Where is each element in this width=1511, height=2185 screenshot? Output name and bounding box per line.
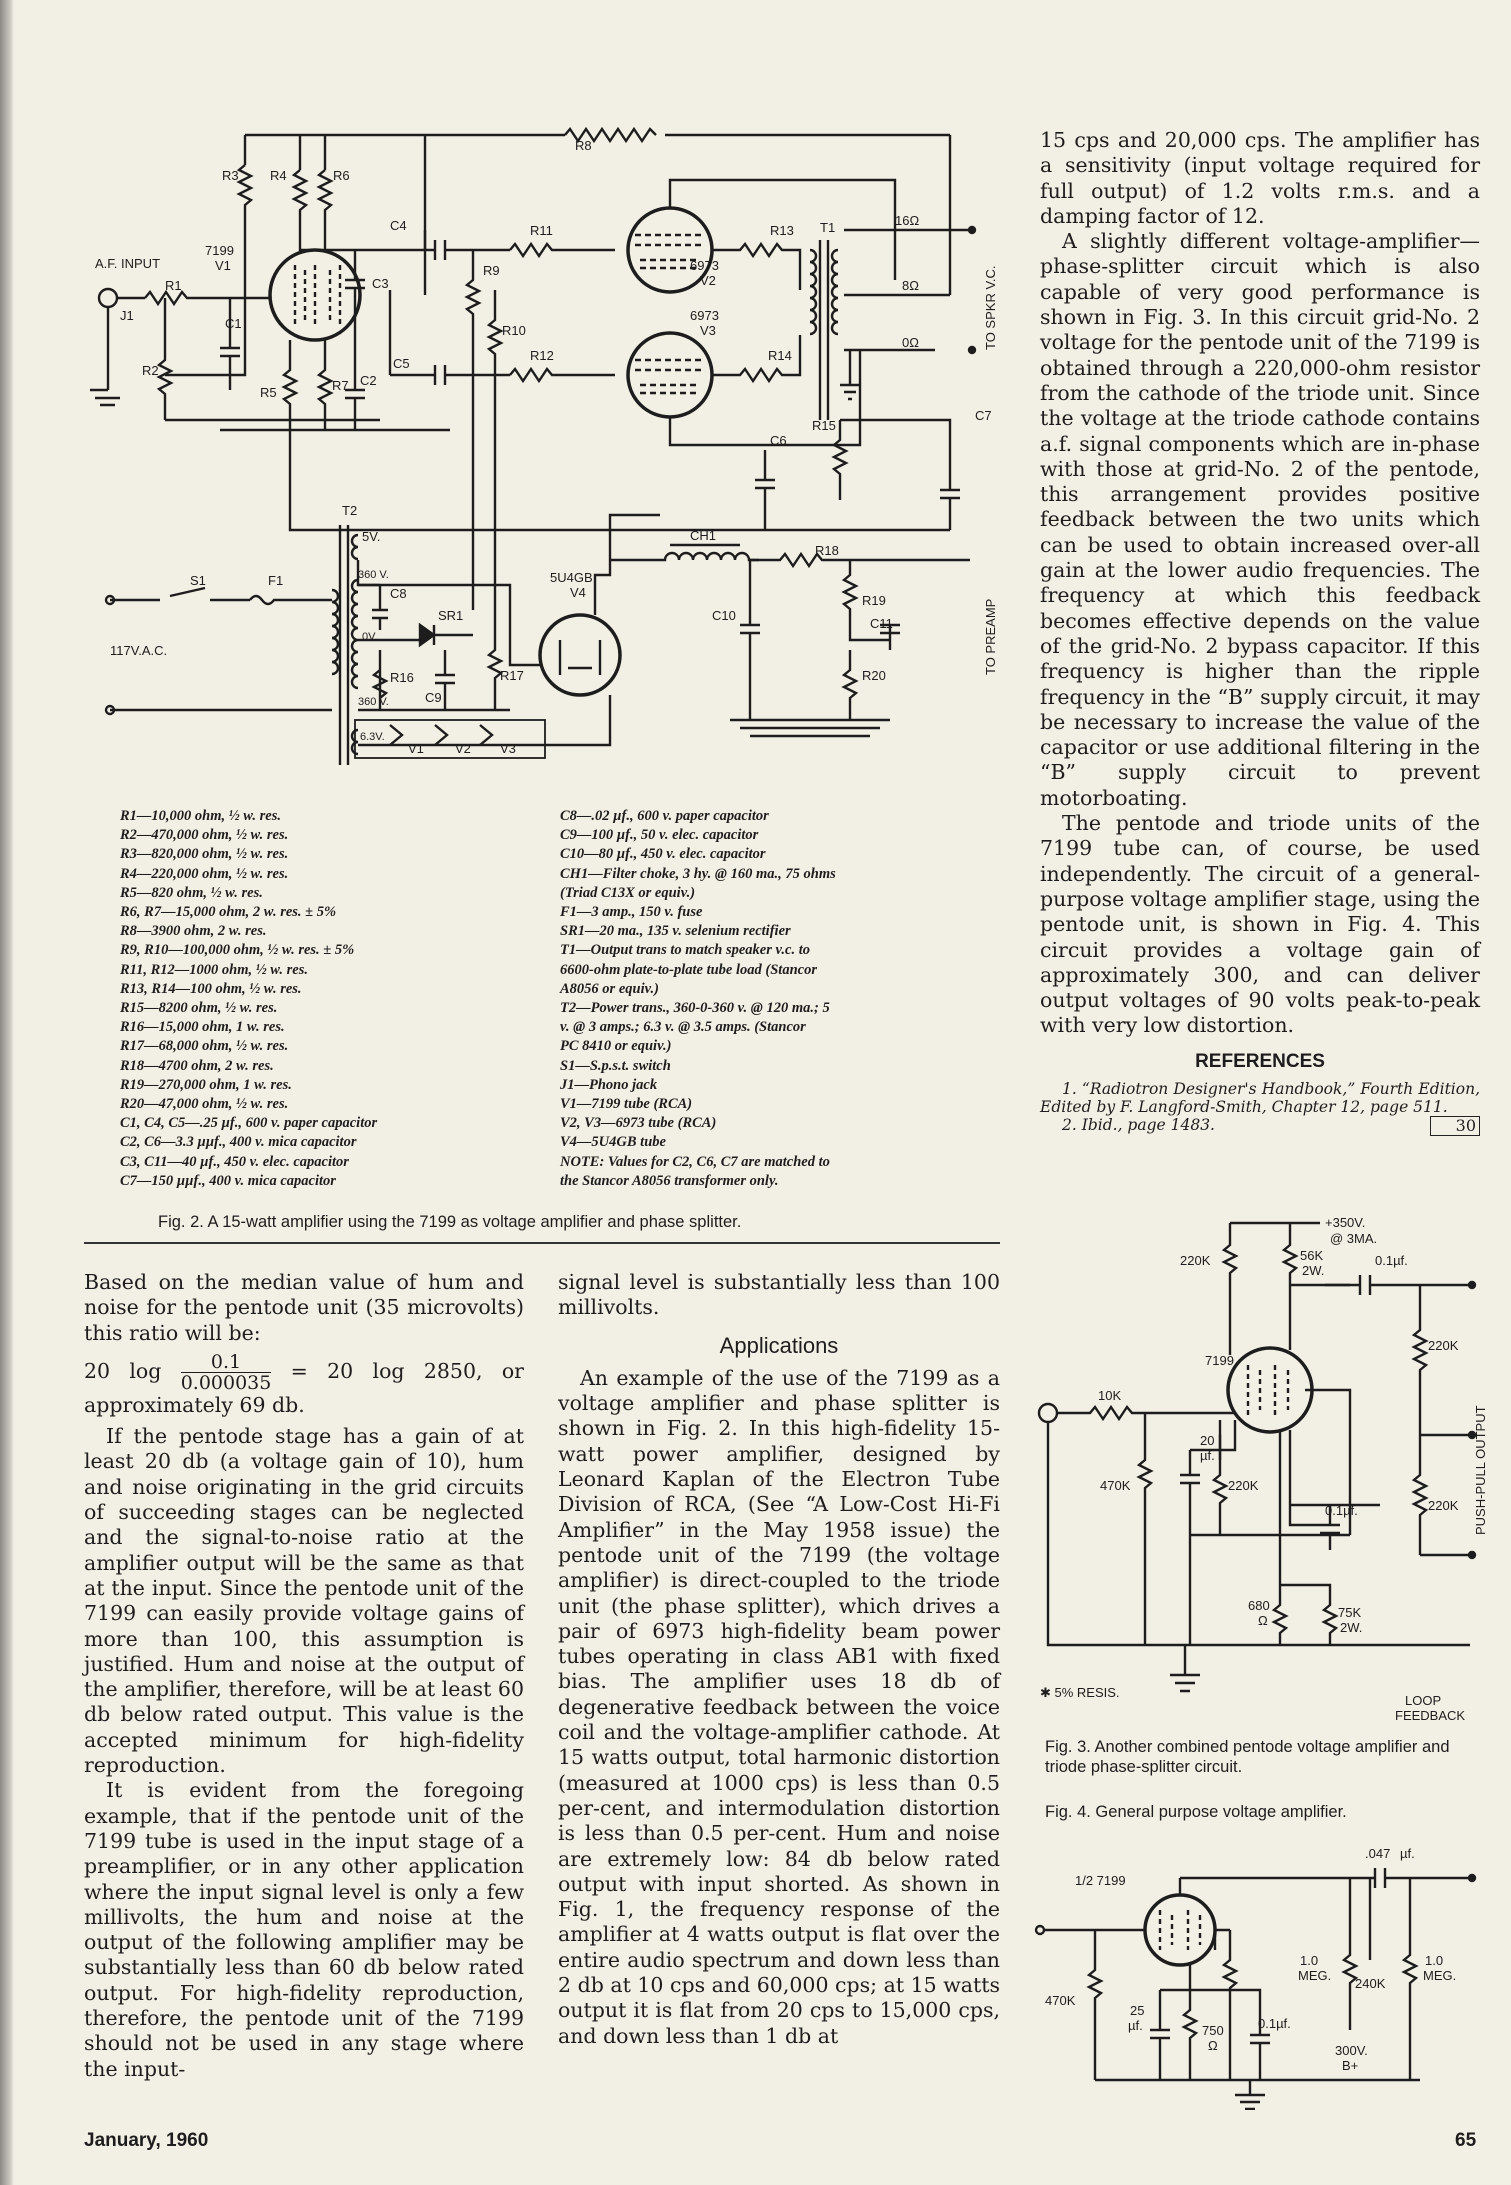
parts-list-item: C10—80 µf., 450 v. elec. capacitor: [560, 846, 766, 863]
parts-list-item: 6600-ohm plate-to-plate tube load (Stancor: [560, 961, 817, 978]
parts-list-item: R9, R10—100,000 ohm, ½ w. res. ± 5%: [120, 942, 355, 959]
fig3-schematic: [1030, 1205, 1495, 1725]
reference-item: 1. “Radiotron Designer's Handbook,” Fourth Edition, Edited by F. Langford-Smith, Chapter 12, page 511.: [1040, 1079, 1480, 1116]
fig4-label-c25: 25: [1130, 2003, 1145, 2018]
fig4-label-tube: 1/2 7199: [1075, 1873, 1126, 1888]
label-c11: C11: [870, 616, 893, 631]
fig3-label-10k: 10K: [1098, 1388, 1122, 1403]
label-af-input: A.F. INPUT: [95, 256, 161, 271]
fig3-label-loop: LOOP: [1405, 1693, 1442, 1708]
section-heading: Applications: [719, 1332, 839, 1358]
fig4-label-750: 750: [1202, 2023, 1224, 2038]
parts-list-item: R18—4700 ohm, 2 w. res.: [120, 1057, 274, 1074]
label-to-spkr: TO SPKR V.C.: [983, 265, 998, 350]
fig3-label-470k: 470K: [1100, 1478, 1131, 1493]
parts-list-item: R17—68,000 ohm, ½ w. res.: [120, 1038, 289, 1055]
label-r9: R9: [483, 263, 500, 278]
equation-prefix: 20 log: [84, 1358, 162, 1383]
fig4-label-ohm: Ω: [1208, 2038, 1218, 2053]
fig4-label-1meg-b: 1.0: [1425, 1953, 1444, 1968]
middle-column-text: [558, 1270, 1000, 2049]
label-c8: C8: [390, 586, 407, 601]
label-c9: C9: [425, 690, 442, 705]
fig4-caption: Fig. 4. General purpose voltage amplifier.: [1045, 1803, 1347, 1821]
fig4-label-bplus: B+: [1342, 2058, 1359, 2073]
label-heater-v3: V3: [500, 741, 516, 756]
label-ch1: CH1: [690, 528, 717, 543]
fig3-label-680: 680: [1248, 1598, 1270, 1613]
fig4-label-uf2: µf.: [1128, 2018, 1143, 2033]
parts-list-item: R8—3900 ohm, 2 w. res.: [120, 923, 267, 940]
paragraph: The pentode and triode units of the 7199 tube can, of course, be used independently. The circuit of a general-purpose voltage amplifier stage, using the pentode unit, is shown in Fig. 4. This circuit provides a voltage gain of approximately 300, and can deliver output voltages of 90 volts peak-to-peak with very low distortion.: [1040, 811, 1480, 1038]
label-c2: C2: [360, 373, 377, 388]
parts-list-item: R11, R12—1000 ohm, ½ w. res.: [120, 961, 308, 978]
label-c4: C4: [390, 218, 407, 233]
footer-page-number: 65: [1455, 2130, 1477, 2151]
label-r11: R11: [530, 223, 553, 238]
label-r3: R3: [222, 168, 239, 183]
parts-list-item: T2—Power trans., 360-0-360 v. @ 120 ma.; 5: [560, 1000, 830, 1017]
parts-list-item: R3—820,000 ohm, ½ w. res.: [120, 846, 289, 863]
caption-rule: [84, 1242, 1000, 1244]
fig3-label-56k: 56K: [1300, 1248, 1324, 1263]
label-8ohm: 8Ω: [902, 278, 919, 293]
parts-list-item: C3, C11—40 µf., 450 v. elec. capacitor: [120, 1153, 349, 1170]
fig4-label-meg-b: MEG.: [1423, 1968, 1457, 1983]
parts-list-item: the Stancor A8056 transformer only.: [560, 1172, 779, 1189]
fig4-label-meg-a: MEG.: [1298, 1968, 1332, 1983]
label-63v: 6.3V.: [360, 731, 385, 743]
parts-list-item: R2—470,000 ohm, ½ w. res.: [120, 827, 289, 844]
end-mark: 30: [1430, 1116, 1480, 1136]
fig4-label-1meg-a: 1.0: [1300, 1953, 1319, 1968]
fig3-label-ma: @ 3MA.: [1330, 1231, 1378, 1246]
label-v1: V1: [215, 258, 231, 273]
label-5v: 5V.: [362, 529, 381, 544]
label-r6: R6: [333, 168, 350, 183]
label-sr1: SR1: [438, 608, 464, 623]
label-tube-v2: 6973: [690, 258, 719, 273]
paragraph: signal level is substantially less than 100 millivolts.: [558, 1270, 1000, 1320]
paragraph: Based on the median value of hum and noise for the pentode unit (35 microvolts) this ratio will be:: [84, 1270, 524, 1345]
parts-list-item: R15—8200 ohm, ½ w. res.: [120, 1000, 278, 1017]
label-r16: R16: [390, 670, 414, 685]
fig3-label-220k-out1: 220K: [1428, 1338, 1459, 1353]
fig4-label-240k: 240K: [1355, 1976, 1386, 1991]
label-r8: R8: [575, 138, 592, 153]
parts-list-item: C9—100 µf., 50 v. elec. capacitor: [560, 827, 759, 844]
label-heater-v1: V1: [408, 741, 424, 756]
fig3-label-c01-top: 0.1µf.: [1375, 1253, 1408, 1268]
parts-list-item: NOTE: Values for C2, C6, C7 are matched to: [560, 1153, 830, 1170]
parts-list-item: R1—10,000 ohm, ½ w. res.: [120, 808, 281, 824]
parts-list-item: J1—Phono jack: [560, 1076, 658, 1093]
label-r7: R7: [332, 378, 349, 393]
label-c7: C7: [975, 408, 992, 423]
label-s1: S1: [190, 573, 206, 588]
parts-list-item: C8—.02 µf., 600 v. paper capacitor: [560, 808, 769, 824]
parts-list-item: A8056 or equiv.): [560, 980, 659, 997]
fig3-label-75k: 75K: [1338, 1605, 1362, 1620]
paragraph: It is evident from the foregoing example, that if the pentode unit of the 7199 tube is used in the input stage of a preamplifier, or in any other application where the input signal level is only a few millivolts, the hum and noise at the output of the following amplifier may be substantially less than 60 db below rated output. For high-fidelity reproduction, therefore, the pentode unit of the 7199 should not be used in any stage where the input-: [84, 1778, 524, 2081]
label-r19: R19: [862, 593, 886, 608]
footer-date: January, 1960: [84, 2130, 209, 2151]
fig3-label-bplus: +350V.: [1325, 1215, 1366, 1230]
label-v2: V2: [700, 273, 716, 288]
parts-list-item: F1—3 amp., 150 v. fuse: [560, 904, 703, 921]
parts-list-item: SR1—20 ma., 135 v. selenium rectifier: [560, 923, 791, 940]
parts-list-item: C7—150 µµf., 400 v. mica capacitor: [120, 1172, 336, 1189]
reference-row: [1040, 1116, 1480, 1136]
fig3-label-feedback: FEEDBACK: [1395, 1708, 1466, 1723]
label-16ohm: 16Ω: [895, 213, 920, 228]
label-0v: 0V.: [362, 631, 378, 643]
fig4-label-c047: .047: [1365, 1846, 1391, 1861]
label-r10: R10: [502, 323, 526, 338]
label-tube-7199: 7199: [205, 243, 234, 258]
fig3-label-push-pull: PUSH-PULL OUTPUT: [1473, 1405, 1488, 1535]
paragraph: If the pentode stage has a gain of at least 20 db (a voltage gain of 10), hum and noise originating in the grid circuits of succeeding stages can be neglected and the signal-to-noise ratio at the amplifier output will be the same as that at the input. Since the pentode unit of the 7199 can easily provide voltage gains of more than 100, this assumption is justified. Hum and noise at the output of the amplifier, therefore, will be at least 60 db below rated output. This value is the accepted minimum for high-fidelity reproduction.: [84, 1424, 524, 1778]
reference-item: 2. Ibid., page 1483.: [1062, 1115, 1215, 1134]
parts-list-item: PC 8410 or equiv.): [560, 1038, 672, 1055]
paragraph: A slightly different voltage-amplifier—phase-splitter circuit which is also capable of very good performance is shown in Fig. 3. In this circuit grid-No. 2 voltage for the pentode unit of the 7199 is obtained through a 220,000-ohm resistor from the cathode of the triode unit. Since the voltage at the triode cathode contains a.f. signal components which are in-phase with those at grid-No. 2 of the pentode, this arrangement provides positive feedback between the two units which can be used to obtain increased over-all gain at the lower audio frequencies. The frequency at which this feedback becomes effective depends on the value of the grid-No. 2 bypass capacitor. If this frequency is higher than the ripple frequency in the “B” supply circuit, it may be necessary to increase the value of the capacitor or use additional filtering in the “B” supply circuit to prevent motorboating.: [1040, 229, 1480, 810]
fig3-label-20: 20: [1200, 1433, 1215, 1448]
label-117vac: 117V.A.C.: [110, 643, 168, 658]
references-heading: REFERENCES: [1195, 1050, 1325, 1072]
paragraph: 15 cps and 20,000 cps. The amplifier has a sensitivity (input voltage required for full output) of 1.2 volts r.m.s. and a damping factor of 12.: [1040, 128, 1480, 228]
fig2-schematic: [90, 120, 1010, 805]
fig4-label-c01: 0.1µf.: [1258, 2016, 1291, 2031]
label-360v-bot: 360 V.: [358, 696, 389, 708]
fig3-label-220k-mid: 220K: [1228, 1478, 1259, 1493]
label-r4: R4: [270, 168, 287, 183]
fig2-caption: Fig. 2. A 15-watt amplifier using the 7199 as voltage amplifier and phase splitter.: [158, 1213, 742, 1231]
parts-list-item: V1—7199 tube (RCA): [560, 1096, 693, 1113]
parts-list-item: R19—270,000 ohm, 1 w. res.: [120, 1076, 292, 1093]
fig4-label-uf: µf.: [1400, 1846, 1415, 1861]
label-r5: R5: [260, 385, 277, 400]
fig4-label-300v: 300V.: [1335, 2043, 1368, 2058]
label-r15: R15: [812, 418, 836, 433]
label-c6: C6: [770, 433, 787, 448]
fig4-schematic: [1030, 1830, 1495, 2110]
label-tube-v4: 5U4GB: [550, 570, 593, 585]
parts-list-item: CH1—Filter choke, 3 hy. @ 160 ma., 75 ohms: [560, 865, 836, 882]
equation-denominator: 0.000035: [180, 1371, 272, 1394]
fig2-parts-list-left: [120, 807, 377, 1191]
fig3-label-tube: 7199: [1205, 1353, 1234, 1368]
parts-list-item: V2, V3—6973 tube (RCA): [560, 1115, 717, 1132]
label-t2: T2: [342, 503, 358, 518]
label-0ohm: 0Ω: [902, 335, 919, 350]
right-column-text: [1040, 128, 1480, 1136]
label-v4: V4: [570, 585, 586, 600]
label-v3: V3: [700, 323, 716, 338]
label-c5: C5: [393, 356, 410, 371]
equation-fraction: [181, 1352, 272, 1393]
parts-list-item: R4—220,000 ohm, ½ w. res.: [120, 865, 289, 882]
parts-list-item: R13, R14—100 ohm, ½ w. res.: [120, 980, 302, 997]
parts-list-item: R5—820 ohm, ½ w. res.: [120, 884, 263, 901]
equation: [84, 1352, 524, 1418]
label-r17: R17: [500, 668, 524, 683]
label-c10: C10: [712, 608, 736, 623]
label-360v-top: 360 V.: [358, 569, 389, 581]
fig2-parts-list-right: [560, 807, 836, 1191]
label-to-preamp: TO PREAMP: [983, 598, 998, 675]
label-tube-v3: 6973: [690, 308, 719, 323]
label-r14: R14: [768, 348, 792, 363]
label-c1: C1: [225, 316, 242, 331]
fig3-label-2w-b: 2W.: [1340, 1620, 1363, 1635]
paragraph: An example of the use of the 7199 as a voltage amplifier and phase splitter is shown in Fig. 2. In this high-fidelity 15-watt power amplifier, designed by Leonard Kaplan of the Electron Tube Division of RCA, (See “A Low-Cost Hi-Fi Amplifier” in the May 1958 issue) the pentode unit of the 7199 (the voltage amplifier) is direct-coupled to the triode unit (the phase splitter), which drives a pair of 6973 high-fidelity beam power tubes operating in class AB1 with fixed bias. The amplifier uses 18 db of degenerative feedback between the voice coil and the voltage-amplifier cathode. At 15 watts output, total harmonic distortion (measured at 1000 cps) is less than 0.5 per-cent, and intermodulation distortion is less than 0.5 per-cent. Hum and noise are extremely low: 84 db below rated output with input shorted. As shown in Fig. 1, the frequency response of the amplifier at 4 watts output is flat over the entire audio spectrum and down less than 2 db at 10 cps and 60,000 cps; at 15 watts output it is flat from 20 cps to 15,000 cps, and down less than 1 db at: [558, 1365, 1000, 2048]
equation-numerator: 0.1: [181, 1352, 272, 1373]
label-r12: R12: [530, 348, 554, 363]
label-c3: C3: [372, 276, 389, 291]
label-f1: F1: [268, 573, 284, 588]
parts-list-item: V4—5U4GB tube: [560, 1134, 666, 1151]
parts-list-item: (Triad C13X or equiv.): [560, 884, 696, 901]
parts-list-item: R20—47,000 ohm, ½ w. res.: [120, 1096, 289, 1113]
label-r13: R13: [770, 223, 794, 238]
page-binding-edge: [0, 0, 14, 2185]
label-r2: R2: [142, 363, 159, 378]
label-r20: R20: [862, 668, 886, 683]
label-j1: J1: [120, 308, 134, 323]
fig3-label-uf: µf.: [1200, 1448, 1215, 1463]
parts-list-item: R16—15,000 ohm, 1 w. res.: [120, 1019, 285, 1036]
fig3-caption: Fig. 3. Another combined pentode voltage amplifier and triode phase-splitter circuit.: [1045, 1738, 1450, 1776]
parts-list-item: v. @ 3 amps.; 6.3 v. @ 3.5 amps. (Stancor: [560, 1019, 806, 1036]
label-r1: R1: [165, 278, 182, 293]
fig3-label-resis: ✱ 5% RESIS.: [1040, 1685, 1120, 1700]
left-column-text: [84, 1270, 524, 2082]
fig3-label-c01-mid: 0.1µf.: [1325, 1503, 1358, 1518]
equation-suffix: = 20 log 2850, or approximately 69 db.: [84, 1358, 524, 1417]
parts-list-item: C1, C4, C5—.25 µf., 600 v. paper capacitor: [120, 1115, 378, 1132]
label-heater-v2: V2: [455, 741, 471, 756]
parts-list-item: S1—S.p.s.t. switch: [560, 1057, 671, 1074]
parts-list-item: R6, R7—15,000 ohm, 2 w. res. ± 5%: [120, 904, 337, 921]
parts-list-item: C2, C6—3.3 µµf., 400 v. mica capacitor: [120, 1134, 357, 1151]
fig3-label-ohm: Ω: [1258, 1613, 1268, 1628]
fig4-label-470k: 470K: [1045, 1993, 1076, 2008]
fig3-label-220k-out2: 220K: [1428, 1498, 1459, 1513]
label-r18: R18: [815, 543, 839, 558]
parts-list-item: T1—Output trans to match speaker v.c. to: [560, 942, 810, 959]
fig3-label-220k-top: 220K: [1180, 1253, 1211, 1268]
label-t1: T1: [820, 220, 836, 235]
fig3-label-2w-a: 2W.: [1302, 1263, 1325, 1278]
